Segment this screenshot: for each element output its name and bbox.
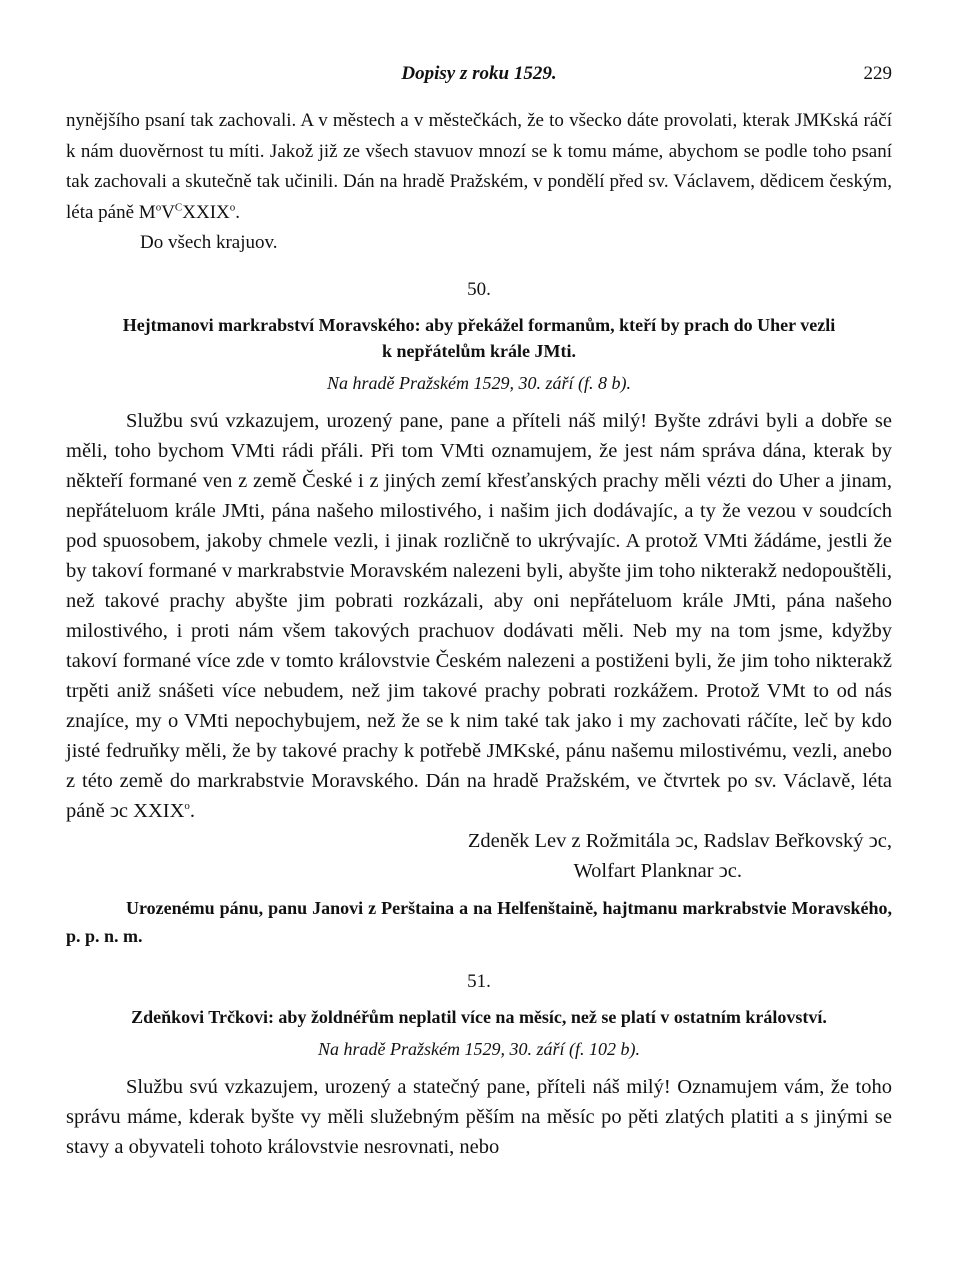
superscript: o: [229, 201, 236, 214]
continuation-paragraph: [66, 106, 892, 228]
continuation-text: nynějšího psaní tak zachovali. A v městech a v městečkách, že to všecko dáte provolati, kterak JMKská ráčí k nám duověrnost tu míti. Jakož již ze všech stavuov mnozí se k tomu máme, abychom se podle toho psaní tak zachovali a skutečně tak učinili. Dán na hradě Pražském, v pondělí před sv. Václavem, dědicem českým, léta páně M: [66, 110, 892, 223]
letter-50-address: Urozenému pánu, panu Janovi z Perštaina a na Helfenštaině, hajtmanu markrabstvie Moravského, p. p. n. m.: [66, 898, 892, 946]
letter-51-body: Službu svú vzkazujem, urozený a statečný pane, příteli náš milý! Oznamujem vám, že toho správu máme, kderak byšte vy měli služebným pěším na měsíc po pěti zlatých platiti a s jinými se stavy a obyvateli tohoto královstvie nesrovnati, nebo: [66, 1076, 892, 1158]
letter-51-regest: Zdeňkovi Trčkovi: aby žoldnéřům neplatil více na měsíc, než se platí v ostatním království.: [131, 1007, 827, 1027]
letter-50-dating: Na hradě Pražském 1529, 30. září (f. 8 b).: [327, 373, 631, 393]
page-number: 229: [863, 63, 892, 84]
punctuation: .: [189, 800, 196, 822]
letter-50-body: [66, 406, 892, 826]
page-body: [66, 106, 892, 1162]
letter-51-number: 51.: [467, 971, 491, 992]
letter-50-signature-line2: Wolfart Planknar ↄc.: [573, 860, 742, 882]
continuation-addressee: Do všech krajuov.: [140, 232, 278, 253]
punctuation: .: [235, 201, 241, 223]
superscript: o: [155, 201, 162, 214]
letter-50-regest-line1: Hejtmanovi markrabství Moravského: aby překážel formanům, kteří by prach do Uher vezli: [122, 315, 836, 335]
roman-numeral: V: [161, 201, 175, 223]
letter-50-regest-line2: k nepřátelům krále JMti.: [382, 341, 576, 361]
superscript: o: [184, 800, 190, 813]
letter-50-body-text: Službu svú vzkazujem, urozený pane, pane a příteli náš milý! Byšte zdrávi byli a dobře se měli, toho bychom VMti rádi přáli. Při tom VMti oznamujem, že jest nám správa dána, kterak by někteří formané ven z země České i z jiných zemí křesťanských prachy měli vézti do Uher a jinam, nepřáteluom krále JMti, pána našeho milostivého, i našim jich dodávajíc, a ty že vezou v soudcích pod spuosobem, jakoby chmele vezli, i jinak rozličně to ukrývajíc. A protož VMti žádáme, jestli že by takoví formané v markrabstvie Moravském nalezeni byli, abyšte jim toho nikterakž nedopouštěli, než takové prachy abyšte jim pobrati rozkázali, aby oni nepřáteluom krále JMti, pána našeho milostivého, i proti nám všem takových prachuov dodávati měli. Neb my na tom jsme, kdyžby takoví formané více zde v tomto královstvie Českém nalezeni a postiženi byli, že jim toho nikterakž trpěti aniž snášeti více nebudem, než jim takové prachy pobrati rozkážem. Protož VMt to od nás znajíce, my o VMti nepochybujem, než že se k nim také tak jako i my zachovati ráčíte, leč by kdo jisté fedruňky měli, že by takové prachy k potřebě JMKské, pánu našemu milostivému, vezli, anebo z této země do markrabstvie Moravského. Dán na hradě Pražském, ve čtvrtek po sv. Václavě, léta páně ↄc XXIX: [66, 410, 892, 822]
running-title: Dopisy z roku 1529.: [401, 63, 557, 84]
roman-numeral: XXIX: [182, 201, 230, 223]
superscript: C: [174, 201, 183, 214]
page-header: [66, 60, 892, 88]
letter-51-dating: Na hradě Pražském 1529, 30. září (f. 102 b).: [318, 1039, 640, 1059]
letter-50-number: 50.: [467, 279, 491, 300]
letter-50-signature-line1: Zdeněk Lev z Rožmitála ↄc, Radslav Beřkovský ↄc,: [467, 830, 892, 852]
